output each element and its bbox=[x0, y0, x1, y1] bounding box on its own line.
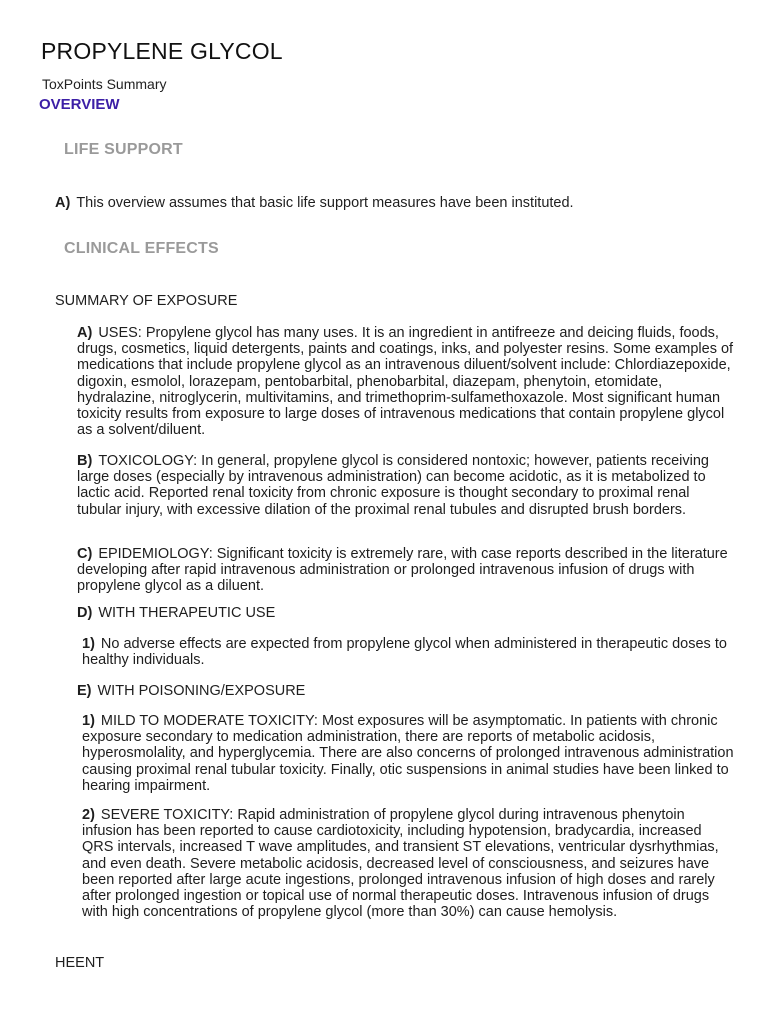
therapeutic-use-item bbox=[82, 636, 737, 668]
item-label: A) bbox=[77, 325, 93, 341]
uses-paragraph bbox=[77, 325, 737, 438]
item-text: This overview assumes that basic life support measures have been instituted. bbox=[76, 195, 574, 211]
item-label: 1) bbox=[82, 636, 95, 652]
item-text: MILD TO MODERATE TOXICITY: Most exposures will be asymptomatic. In patients with chronic exposure secondary to medication administration, there are reports of metabolic acidosis, hyperosmolality, and hyperglycemia. There are also concerns of prolonged intravenous administration causing proximal renal tubular toxicity. Finally, otic suspensions in animal studies have been linked to hearing impairment. bbox=[82, 713, 734, 794]
item-label: B) bbox=[77, 453, 93, 469]
life-support-heading: LIFE SUPPORT bbox=[64, 141, 183, 158]
item-text: WITH POISONING/EXPOSURE bbox=[97, 683, 306, 699]
item-text: No adverse effects are expected from propylene glycol when administered in therapeutic doses to healthy individuals. bbox=[82, 636, 727, 669]
document-subtitle: ToxPoints Summary bbox=[42, 76, 167, 92]
item-label: 2) bbox=[82, 807, 95, 823]
mild-toxicity-paragraph bbox=[82, 713, 737, 794]
epidemiology-paragraph bbox=[77, 546, 737, 595]
poisoning-exposure-heading bbox=[77, 683, 737, 699]
summary-of-exposure-heading: SUMMARY OF EXPOSURE bbox=[55, 293, 238, 309]
item-label: D) bbox=[77, 605, 93, 621]
document-title: PROPYLENE GLYCOL bbox=[41, 38, 283, 64]
toxicology-paragraph bbox=[77, 453, 737, 518]
item-text: USES: Propylene glycol has many uses. It is an ingredient in antifreeze and deicing fluids, foods, drugs, cosmetics, liquid detergents, paints and coatings, inks, and polyester resins. Some examples of medications that include propylene glycol as an intravenous diluent/solvent include: Chlordiazepoxide, digoxin, esmolol, lorazepam, pentobarbital, phenobarbital, diazepam, phenytoin, etomidate, hydralazine, nitroglycerin, multivitamins, and trimethoprim-sulfamethoxazole. Most significant human toxicity results from exposure to large doses of intravenous medications that contain propylene glycol as a solvent/diluent. bbox=[77, 325, 734, 439]
heent-heading: HEENT bbox=[55, 955, 105, 971]
item-label: A) bbox=[55, 195, 71, 211]
severe-toxicity-paragraph bbox=[82, 807, 737, 920]
item-text: SEVERE TOXICITY: Rapid administration of propylene glycol during intravenous phenytoin infusion has been reported to cause cardiotoxicity, including hypotension, bradycardia, increased QRS intervals, increased T wave amplitudes, and transient ST elevations, ventricular dysrhythmias, and even death. Severe metabolic acidosis, decreased level of consciousness, and seizures have been reported after large acute ingestions, prolonged intravenous infusion of high doses and rarely after prolonged ingestion or topical use of normal therapeutic doses. Intravenous infusion of drugs with high concentrations of propylene glycol (more than 30%) can cause hemolysis. bbox=[82, 807, 719, 921]
life-support-item bbox=[55, 195, 574, 211]
item-text: TOXICOLOGY: In general, propylene glycol is considered nontoxic; however, patients receiving large doses (especially by intravenous administration) can become acidotic, as it is metabolized to lactic acid. Reported renal toxicity from chronic exposure is thought secondary to proximal renal tubular injury, with excessive dilation of the proximal renal tubules and disrupted brush borders. bbox=[77, 453, 709, 518]
therapeutic-use-heading bbox=[77, 605, 737, 621]
item-text: WITH THERAPEUTIC USE bbox=[98, 605, 276, 621]
item-label: E) bbox=[77, 683, 92, 699]
item-label: C) bbox=[77, 546, 93, 562]
overview-heading: OVERVIEW bbox=[39, 96, 120, 113]
item-label: 1) bbox=[82, 713, 95, 729]
clinical-effects-heading: CLINICAL EFFECTS bbox=[64, 240, 219, 257]
item-text: EPIDEMIOLOGY: Significant toxicity is extremely rare, with case reports described in the literature developing after rapid intravenous administration or prolonged intravenous infusion of drugs with propylene glycol as a diluent. bbox=[77, 546, 728, 595]
